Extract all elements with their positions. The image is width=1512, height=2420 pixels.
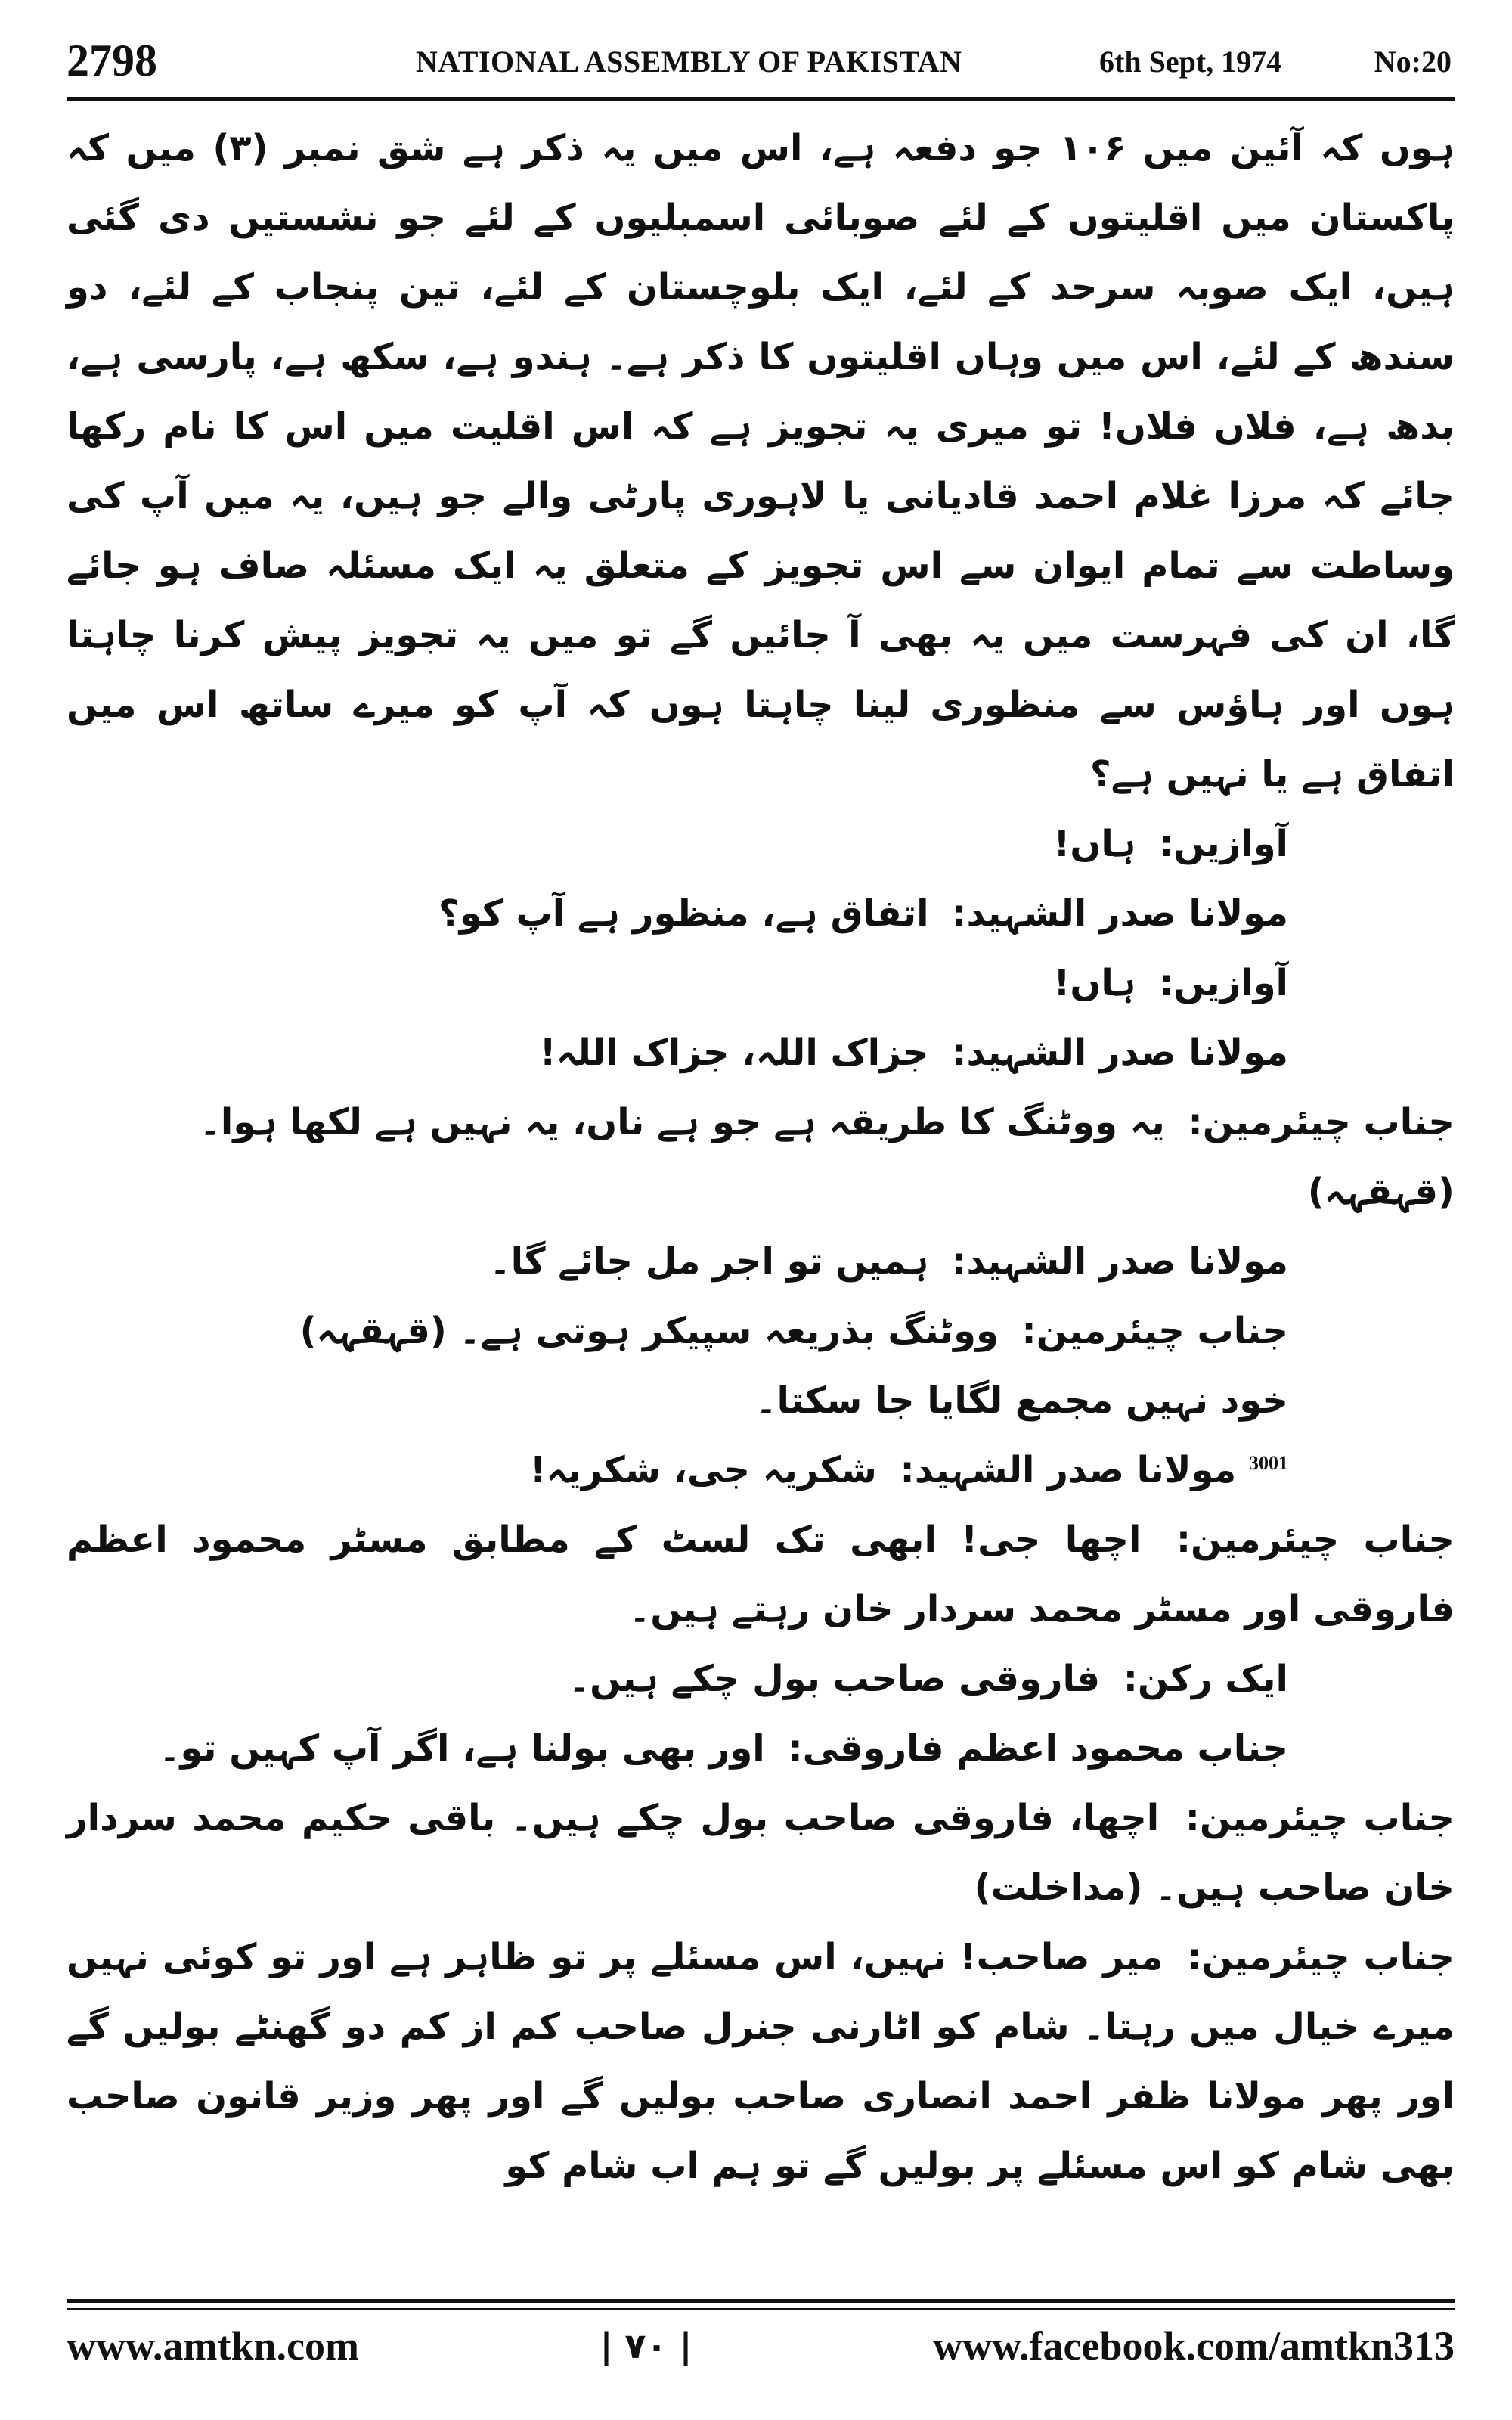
footer-divider [67,2299,1455,2303]
transcript-body [67,113,1455,2284]
speech-text: فاروقی صاحب بول چکے ہیں۔ [568,1658,1100,1700]
speech-line [67,948,1455,1018]
speaker-name: جناب چیئرمین: [1176,1519,1455,1561]
speech-line [67,1227,1455,1296]
speaker-name: آوازیں: [1159,962,1288,1004]
speaker-name: جناب محمود اعظم فاروقی: [788,1727,1288,1770]
speech-line [67,1922,1455,2201]
speaker-name: جناب چیئرمین: [1185,1797,1455,1839]
speech-text: ہمیں تو اجر مل جائے گا۔ [489,1240,929,1283]
speaker-name: مولانا صدر الشہید: [900,1449,1237,1491]
speech-text: ہاں! [1053,962,1136,1004]
speech-text: اور بھی بولنا ہے، اگر آپ کہیں تو۔ [159,1727,765,1770]
page-number: 2798 [67,36,157,85]
speech-line [67,1714,1455,1783]
speech-line [67,1435,1455,1505]
session-date: 6th Sept, 1974 [1099,45,1282,79]
page-header [67,30,1452,91]
footnote-reference: 3001 [1249,1452,1288,1474]
speech-line [67,1644,1455,1714]
speech-line [67,1505,1455,1644]
speech-line [67,1018,1455,1087]
speaker-name: جناب چیئرمین: [1187,1936,1455,1978]
speech-text: میر صاحب! نہیں، اس مسئلے پر تو ظاہر ہے اور تو کوئی نہیں میرے خیال میں رہتا۔ شام کو اٹارنی جنرل صاحب کم از کم دو گھنٹے بولیں گے اور پھر مولانا ظفر احمد انصاری صاحب بولیں گے اور پھر وزیر قانون صاحب بھی شام کو اس مسئلے پر بولیں گے تو ہم اب شام کو [67,1936,1455,2187]
page-footer [67,2316,1455,2376]
speech-continuation [67,1366,1455,1435]
speaker-name: مولانا صدر الشہید: [952,1240,1288,1283]
speech-line [67,1296,1455,1366]
assembly-title: NATIONAL ASSEMBLY OF PAKISTAN [416,45,962,79]
speech-text: ہاں! [1053,823,1136,865]
speech-line [67,879,1455,948]
speaker-name: مولانا صدر الشہید: [952,892,1288,935]
speech-text: یہ ووٹنگ کا طریقہ ہے جو ہے ناں، یہ نہیں ہے لکھا ہوا۔ (قہقہہ) [199,1101,1455,1213]
speaker-name: مولانا صدر الشہید: [952,1032,1288,1074]
speech-text: اچھا جی! ابھی تک لسٹ کے مطابق مسٹر محمود اعظم فاروقی اور مسٹر محمد سردار خان رہتے ہیں۔ [67,1519,1455,1630]
speech-text: اچھا، فاروقی صاحب بول چکے ہیں۔ باقی حکیم محمد سردار خان صاحب ہیں۔ (مداخلت) [67,1797,1455,1909]
speaker-name: آوازیں: [1159,823,1288,865]
issue-number: No:20 [1374,45,1452,79]
speech-text: شکریہ جی، شکریہ! [529,1449,877,1491]
speech-text: خود نہیں مجمع لگایا جا سکتا۔ [755,1379,1288,1422]
speech-line [67,1087,1455,1227]
speaker-name: ایک رکن: [1123,1658,1288,1700]
speech-text: اتفاق ہے، منظور ہے آپ کو؟ [438,892,929,935]
opening-paragraph: ہوں کہ آئین میں ۱۰۶ جو دفعہ ہے، اس میں یہ ذکر ہے شق نمبر (۳) میں کہ پاکستان میں اقلیتوں کے لئے صوبائی اسمبلیوں کے لئے جو نشستیں دی گئی ہیں، ایک صوبہ سرحد کے لئے، ایک بلوچستان کے لئے، تین پنجاب کے لئے، دو سندھ کے لئے، اس میں وہاں اقلیتوں کا ذکر ہے۔ ہندو ہے، سکھ ہے، پارسی ہے، بدھ ہے، فلاں فلاں! تو میری یہ تجویز ہے کہ اس اقلیت میں اس کا نام رکھا جائے کہ مرزا غلام احمد قادیانی یا لاہوری پارٹی والے جو ہیں، یہ میں آپ کی وساطت سے تمام ایوان سے اس تجویز کے متعلق یہ ایک مسئلہ صاف ہو جائے گا، ان کی فہرست میں یہ بھی آ جائیں گے تو میں یہ تجویز پیش کرنا چاہتا ہوں اور ہاؤس سے منظوری لینا چاہتا ہوں کہ آپ کو میرے ساتھ اس میں اتفاق ہے یا نہیں ہے؟ [67,127,1455,796]
speaker-name: جناب چیئرمین: [1188,1101,1455,1143]
speech-line [67,1783,1455,1922]
footer-divider-thin [67,2308,1455,2310]
header-divider [67,97,1455,101]
speech-text: ووٹنگ بذریعہ سپیکر ہوتی ہے۔ (قہقہہ) [299,1310,999,1352]
speech-line [67,809,1455,879]
website-link[interactable]: www.amtkn.com [67,2323,359,2369]
speaker-name: جناب چیئرمین: [1021,1310,1288,1352]
folio-number: | ۷۰ | [600,2325,692,2366]
facebook-link[interactable]: www.facebook.com/amtkn313 [933,2323,1455,2369]
speech-text: جزاک اللہ، جزاک اللہ! [539,1032,929,1074]
